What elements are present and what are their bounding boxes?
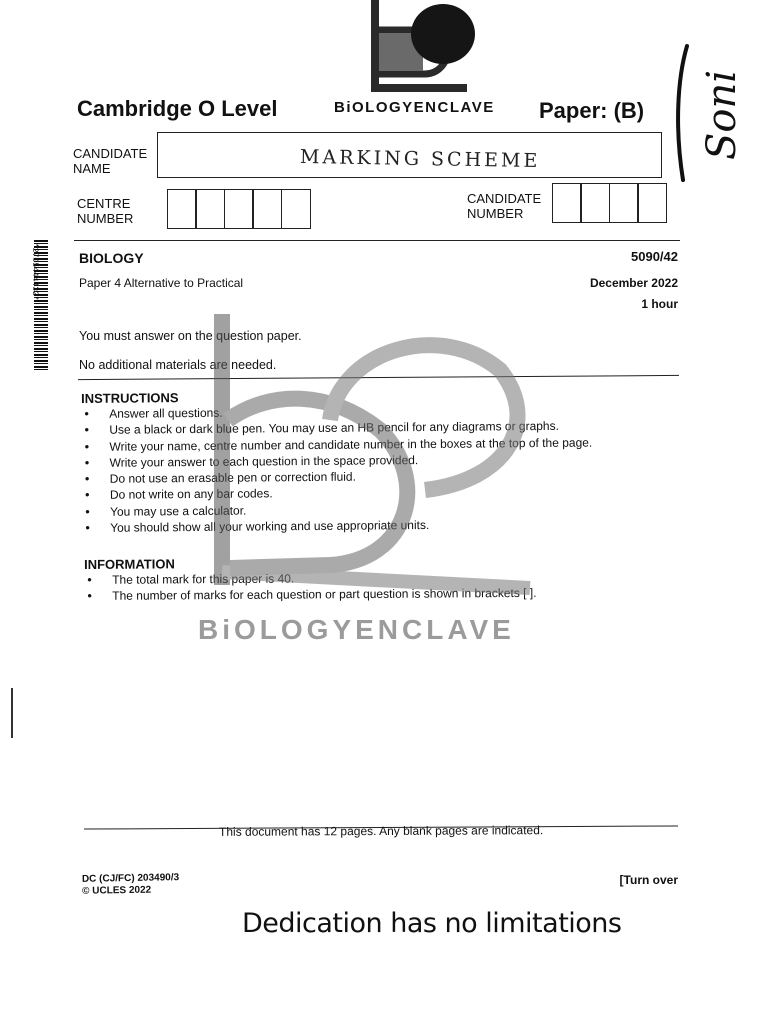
centre-number-boxes: [168, 189, 311, 229]
barcode-digits: *2705444432*: [30, 243, 39, 301]
instruction-item: ● Use a black or dark blue pen. You may use an HB pencil for any diagrams or graphs.: [81, 417, 681, 439]
candidate-name-value: MARKING SCHEME: [299, 145, 541, 173]
scan-mark: [11, 688, 13, 738]
biologyenclave-logo: [365, 0, 477, 96]
turn-over-label: [Turn over: [619, 873, 678, 887]
information-heading: INFORMATION: [84, 556, 175, 572]
information-item: ● The number of marks for each question or part question is shown in brackets [ ].: [84, 584, 684, 604]
tagline: Dedication has no limitations: [242, 908, 622, 939]
pages-note: This document has 12 pages. Any blank pages are indicated.: [218, 823, 544, 839]
paper-title: Paper 4 Alternative to Practical: [79, 276, 244, 290]
materials-note: No additional materials are needed.: [79, 358, 277, 372]
document-code: [82, 872, 180, 898]
document-code-text: DC (CJ/FC) 203490/3: [81, 872, 180, 885]
instruction-item: ● Write your answer to each question in the space provided.: [82, 450, 682, 472]
watermark-brand: BiOLOGYENCLAVE: [198, 614, 515, 645]
copyright-text: © UCLES 2022: [82, 884, 152, 897]
information-item: ● The total mark for this paper is 40.: [84, 568, 684, 588]
brand-name: BiOLOGYENCLAVE: [334, 99, 495, 116]
syllabus-code: 5090/42: [631, 249, 678, 264]
digit-box: [580, 183, 610, 223]
divider: [74, 240, 680, 241]
signature-text: Soni: [699, 69, 745, 160]
digit-box: [552, 183, 582, 223]
instruction-item: ● Answer all questions.: [81, 401, 681, 423]
exam-duration: 1 hour: [641, 297, 678, 311]
candidate-number-boxes: [553, 183, 667, 223]
digit-box: [167, 189, 197, 229]
exam-board-title: Cambridge O Level: [77, 96, 278, 121]
digit-box: [195, 189, 225, 229]
instruction-item: ● Do not use an erasable pen or correction fluid.: [82, 466, 682, 488]
digit-box: [637, 183, 667, 223]
digit-box: [252, 189, 282, 229]
subject-title: BIOLOGY: [79, 250, 144, 266]
instructions-heading: INSTRUCTIONS: [81, 390, 179, 406]
watermark-logo: [210, 310, 550, 600]
paper-label: Paper: (B): [539, 98, 645, 123]
exam-date: December 2022: [589, 276, 678, 290]
answer-note: You must answer on the question paper.: [79, 329, 302, 343]
candidate-number-label: CANDIDATE NUMBER: [467, 191, 542, 221]
handwritten-signature: [673, 40, 763, 190]
digit-box: [609, 183, 639, 223]
candidate-name-label: CANDIDATE NAME: [73, 146, 148, 176]
instruction-item: ● Do not write on any bar codes.: [82, 482, 682, 504]
instruction-item: ● Write your name, centre number and candidate number in the boxes at the top of the page.: [81, 433, 681, 455]
digit-box: [281, 189, 311, 229]
centre-number-label: CENTRE NUMBER: [77, 196, 134, 226]
instruction-item: ● You may use a calculator.: [82, 499, 682, 521]
instruction-item: ● You should show all your working and use appropriate units.: [82, 515, 682, 537]
digit-box: [224, 189, 254, 229]
